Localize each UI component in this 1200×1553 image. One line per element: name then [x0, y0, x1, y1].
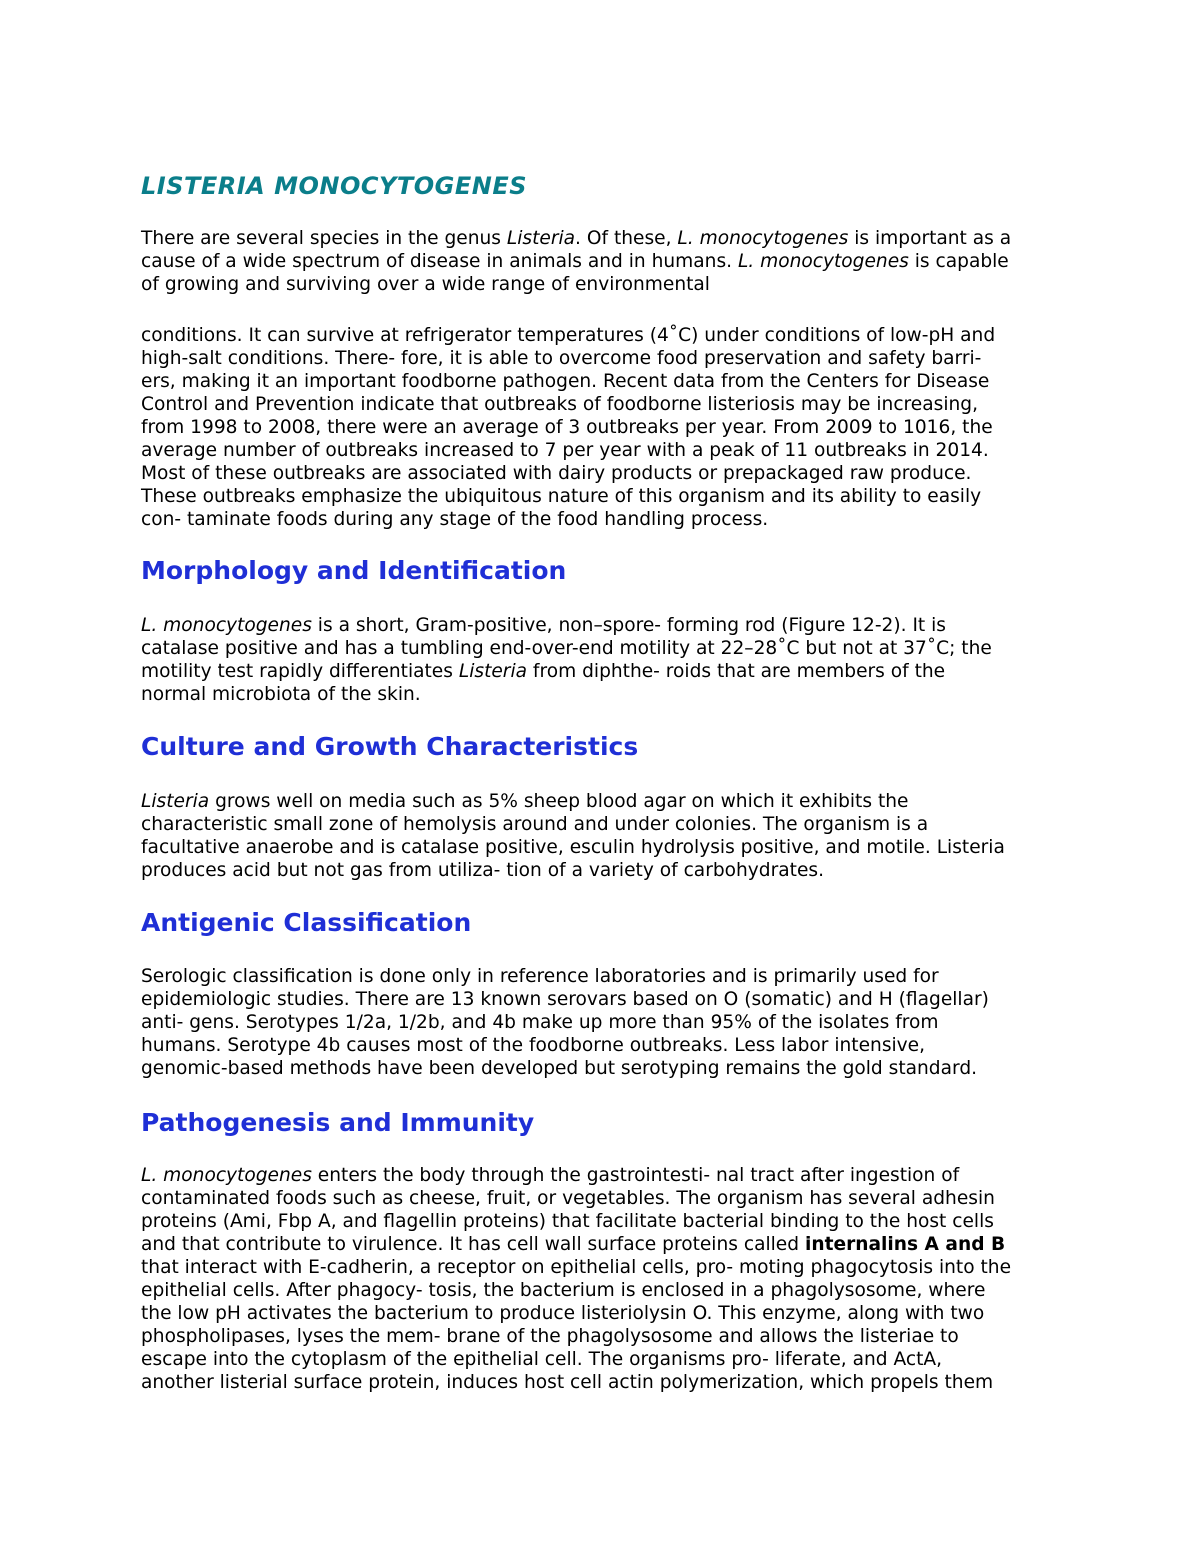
- intro-line-3: of growing and surviving over a wide range of environmental: [141, 274, 710, 295]
- intro-line-1: There are several species in the genus Listeria. Of these, L. monocytogenes is important as a: [141, 228, 1012, 249]
- morphology-line-1: L. monocytogenes is a short, Gram-positive, non–spore- forming rod (Figure 12-2). It is: [141, 615, 946, 636]
- antigenic-line: humans. Serotype 4b causes most of the foodborne outbreaks. Less labor intensive,: [141, 1035, 926, 1056]
- species-name: L. monocytogenes: [737, 251, 909, 272]
- intro-line-2: cause of a wide spectrum of disease in animals and in humans. L. monocytogenes is capable: [141, 251, 1009, 272]
- antigenic-line: epidemiologic studies. There are 13 known serovars based on O (somatic) and H (flagellar): [141, 989, 989, 1010]
- culture-line-1: Listeria grows well on media such as 5% sheep blood agar on which it exhibits the: [141, 791, 909, 812]
- document-title: LISTERIA MONOCYTOGENES: [141, 172, 528, 200]
- culture-line-4: produces acid but not gas from utiliza- tion of a variety of carbohydrates.: [141, 860, 824, 881]
- pathogenesis-line-5: that interact with E-cadherin, a receptor on epithelial cells, pro- moting phagocytosis into the: [141, 1257, 1012, 1278]
- conditions-line: average number of outbreaks increased to 7 per year with a peak of 11 outbreaks in 2014.: [141, 440, 989, 461]
- pathogenesis-line-7: the low pH activates the bacterium to produce listeriolysin O. This enzyme, along with two: [141, 1303, 985, 1324]
- section-heading-culture: Culture and Growth Characteristics: [141, 732, 639, 761]
- species-name: L. monocytogenes: [141, 615, 312, 636]
- antigenic-line: genomic-based methods have been developed but serotyping remains the gold standard.: [141, 1058, 978, 1079]
- intro-paragraph: [141, 227, 1066, 296]
- morphology-paragraph: [141, 614, 1066, 706]
- internalins-term: internalins A and B: [804, 1234, 1006, 1255]
- culture-line-2: characteristic small zone of hemolysis around and under colonies. The organism is a: [141, 814, 929, 835]
- culture-line-3: facultative anaerobe and is catalase positive, esculin hydrolysis positive, and motile. Listeria: [141, 837, 1005, 858]
- conditions-paragraph: [141, 324, 1066, 531]
- conditions-line: from 1998 to 2008, there were an average of 3 outbreaks per year. From 2009 to 1016, the: [141, 417, 993, 438]
- morphology-line-3: motility test rapidly differentiates Listeria from diphthe- roids that are members of the: [141, 661, 946, 682]
- species-name: L. monocytogenes: [677, 228, 849, 249]
- genus-name: Listeria: [506, 228, 576, 249]
- pathogenesis-line-4: and that contribute to virulence. It has cell wall surface proteins called internalins A and B: [141, 1234, 1006, 1255]
- conditions-line: These outbreaks emphasize the ubiquitous nature of this organism and its ability to easily: [141, 486, 982, 507]
- antigenic-line: anti- gens. Serotypes 1/2a, 1/2b, and 4b make up more than 95% of the isolates from: [141, 1012, 939, 1033]
- culture-paragraph: [141, 790, 1066, 882]
- morphology-line-2: catalase positive and has a tumbling end-over-end motility at 22–28˚C but not at 37˚C; the: [141, 638, 992, 659]
- pathogenesis-line-10: another listerial surface protein, induces host cell actin polymerization, which propels them: [141, 1372, 994, 1393]
- antigenic-paragraph: [141, 965, 1066, 1080]
- pathogenesis-line-1: L. monocytogenes enters the body through the gastrointesti- nal tract after ingestion of: [141, 1165, 960, 1186]
- morphology-line-4: normal microbiota of the skin.: [141, 684, 421, 705]
- conditions-line: con- taminate foods during any stage of the food handling process.: [141, 509, 769, 530]
- pathogenesis-paragraph: [141, 1164, 1066, 1394]
- species-name: L. monocytogenes: [141, 1165, 312, 1186]
- conditions-line: high-salt conditions. There- fore, it is able to overcome food preservation and safety barri-: [141, 348, 982, 369]
- section-heading-morphology: Morphology and Identification: [141, 556, 567, 585]
- antigenic-line: Serologic classification is done only in reference laboratories and is primarily used for: [141, 966, 939, 987]
- conditions-line: ers, making it an important foodborne pathogen. Recent data from the Centers for Disease: [141, 371, 990, 392]
- genus-name: Listeria: [458, 661, 528, 682]
- pathogenesis-line-2: contaminated foods such as cheese, fruit, or vegetables. The organism has several adhesin: [141, 1188, 995, 1209]
- pathogenesis-line-9: escape into the cytoplasm of the epithelial cell. The organisms pro- liferate, and ActA,: [141, 1349, 943, 1370]
- pathogenesis-line-6: epithelial cells. After phagocy- tosis, the bacterium is enclosed in a phagolysosome, where: [141, 1280, 986, 1301]
- pathogenesis-line-8: phospholipases, lyses the mem- brane of the phagolysosome and allows the listeriae to: [141, 1326, 959, 1347]
- conditions-line: Most of these outbreaks are associated with dairy products or prepackaged raw produce.: [141, 463, 972, 484]
- conditions-line: conditions. It can survive at refrigerator temperatures (4˚C) under conditions of low-pH and: [141, 325, 996, 346]
- section-heading-pathogenesis: Pathogenesis and Immunity: [141, 1108, 535, 1137]
- pathogenesis-line-3: proteins (Ami, Fbp A, and flagellin proteins) that facilitate bacterial binding to the host cells: [141, 1211, 994, 1232]
- conditions-line: Control and Prevention indicate that outbreaks of foodborne listeriosis may be increasing,: [141, 394, 978, 415]
- genus-name: Listeria: [141, 791, 210, 812]
- section-heading-antigenic: Antigenic Classification: [141, 908, 472, 937]
